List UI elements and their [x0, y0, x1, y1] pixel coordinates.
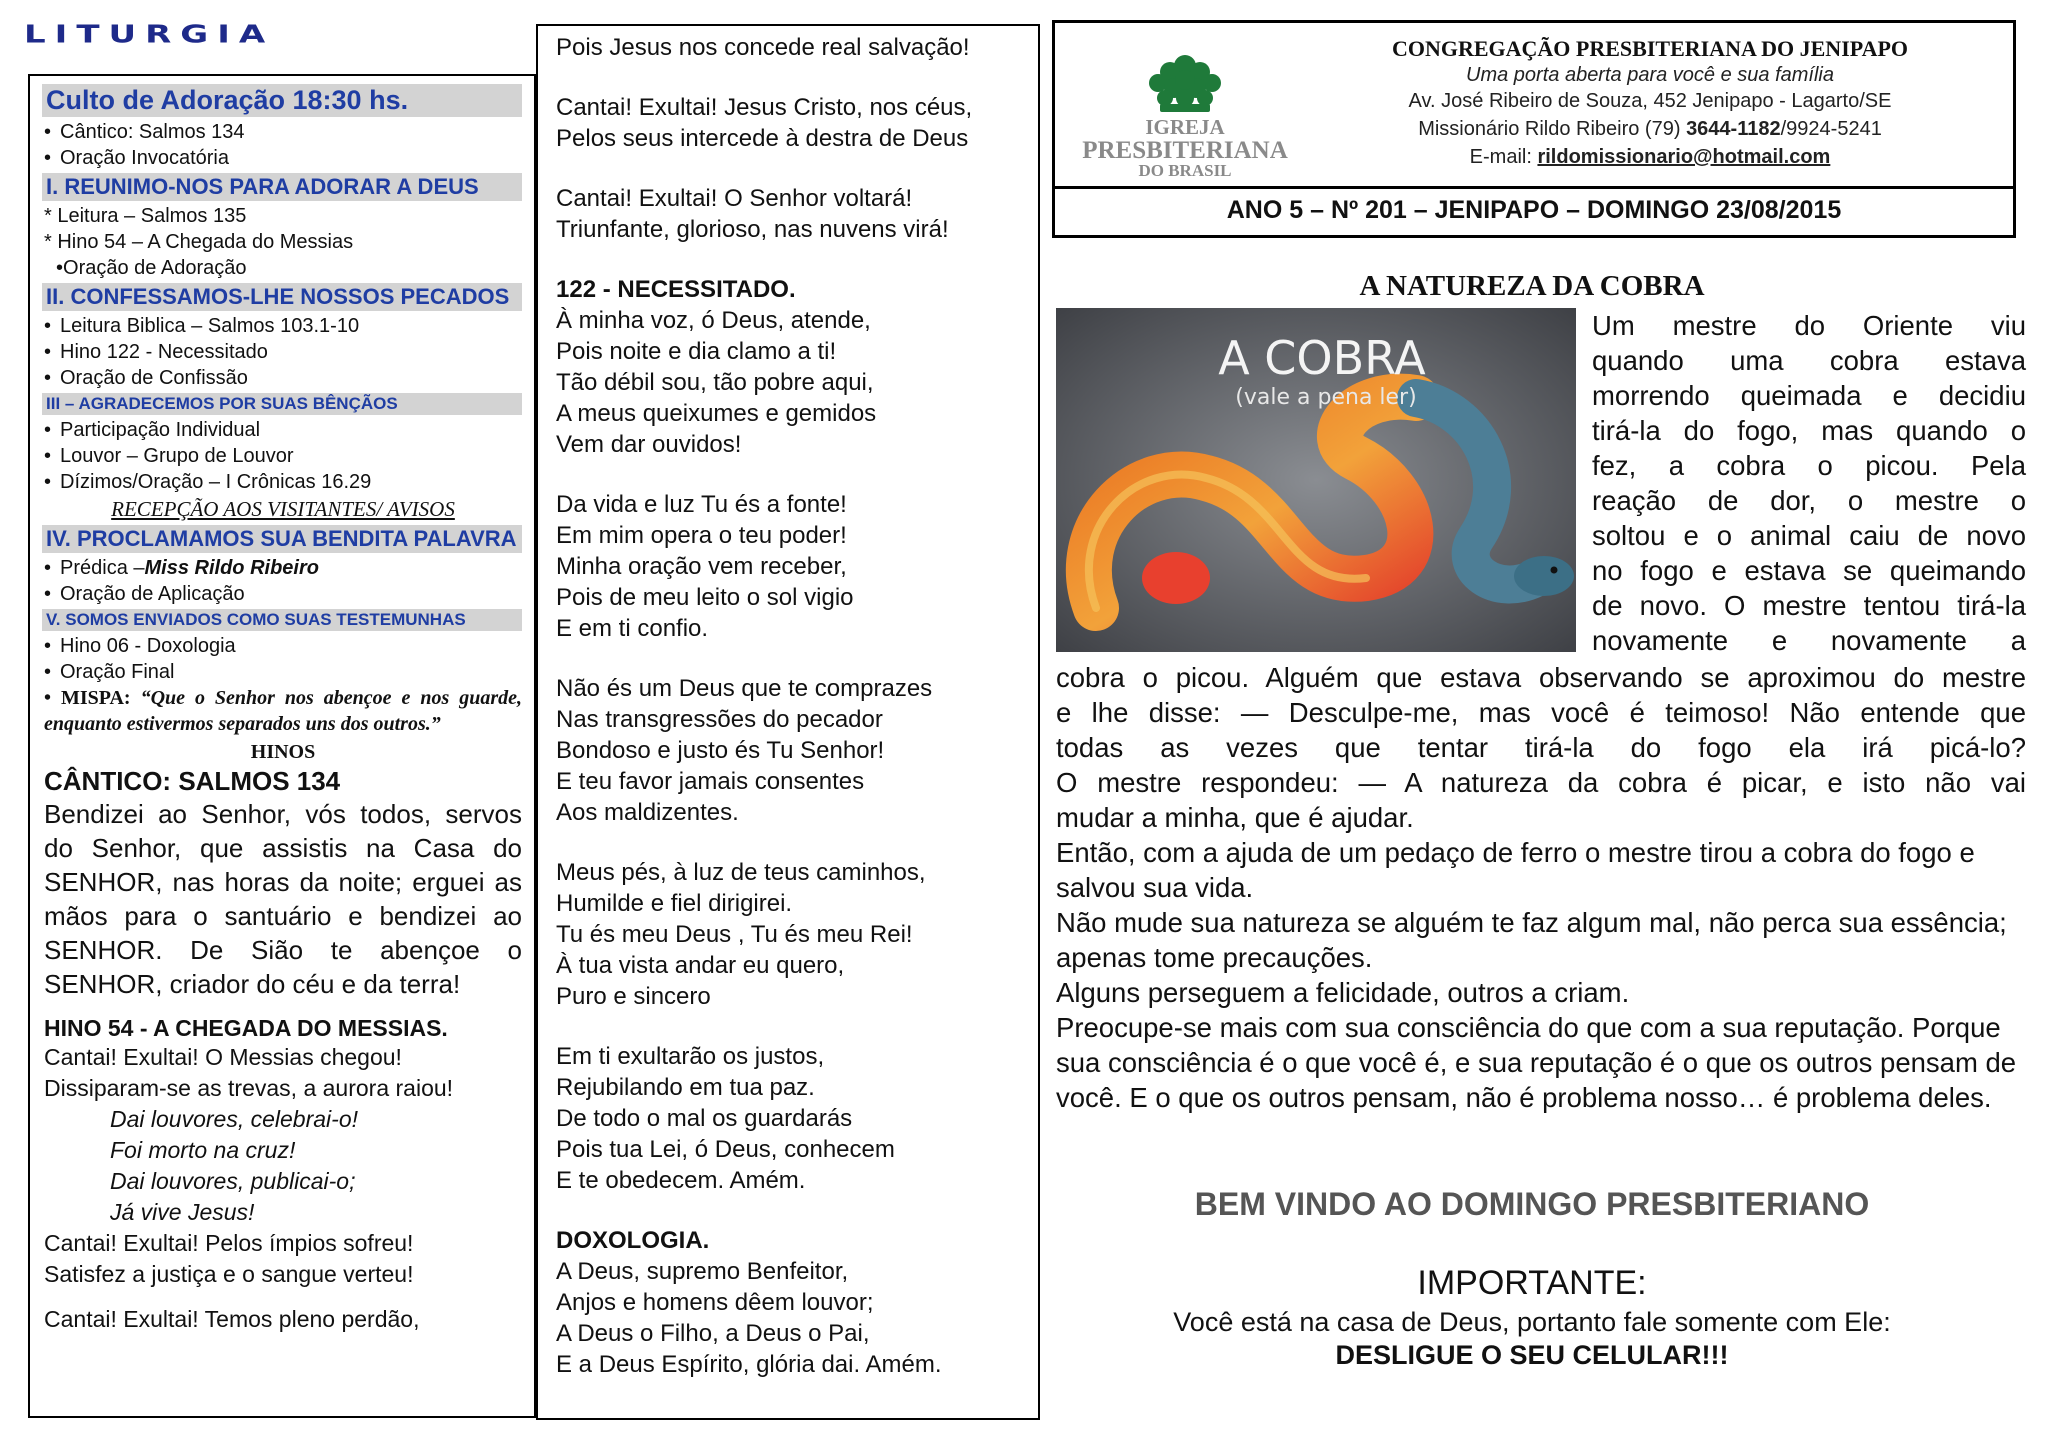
lyric-line: Já vive Jesus! [110, 1199, 255, 1225]
article-body: cobra o picou. Alguém que estava observando se aproximou do mestre e lhe disse: — Desculpe-me, mas você é teimoso! Não entende que todas as vezes que tentar tirá-la do fogo ela irá picá-lo? O mestre respondeu: — A natureza da cobra é picar, e isto não vai mudar a minha, que é ajudar. Então, com a ajuda de um pedaço de ferro o mestre tirou a cobra do fogo e salvou sua vida. Não mude sua natureza se alguém te faz algum mal, não perca sua essência; apenas tome precauções. Alguns perseguem a felicidade, outros a criam. Preocupe-se mais com sua consciência do que com a sua reputação. Porque sua consciência é o que você é, e sua reputação é o que os outros pensam de você. E o que os outros pensam, não é problema nosso… é problema deles. [1056, 662, 2026, 1113]
snake-image [1056, 308, 1576, 652]
lyric-line: Cantai! Exultai! O Senhor voltará! [556, 185, 913, 212]
lyric-line: Pois tua Lei, ó Deus, conhecem [556, 1136, 895, 1163]
lyric-line: Bondoso e justo és Tu Senhor! [556, 737, 885, 764]
lyric-line: Dai louvores, publicai-o; [110, 1168, 356, 1194]
svg-text:(vale a pena ler): (vale a pena ler) [1235, 385, 1417, 410]
hymn-122-title: 122 - NECESSITADO. [556, 276, 796, 303]
lyric-line: Pois noite e dia clamo a ti! [556, 338, 837, 365]
section-heading-1: I. REUNIMO-NOS PARA ADORAR A DEUS [42, 173, 522, 201]
svg-text:PRESBITERIANA: PRESBITERIANA [1082, 137, 1288, 164]
lyric-line: E a Deus Espírito, glória dai. Amém. [556, 1351, 942, 1378]
phone-notice-bold: DESLIGUE O SEU CELULAR!!! [1335, 1340, 1729, 1370]
lyric-line: Em mim opera o teu poder! [556, 522, 847, 549]
important-heading: IMPORTANTE: [1417, 1264, 1647, 1302]
lyric-line: Minha oração vem receber, [556, 553, 847, 580]
list-item: • Dízimos/Oração – I Crônicas 16.29 [44, 471, 372, 493]
liturgy-column [28, 74, 536, 1418]
list-item: • Hino 122 - Necessitado [44, 341, 268, 363]
article-intro: Um mestre do Oriente viu quando uma cobra estava morrendo queimada e decidiu tirá-la do fogo, mas quando o fez, a cobra o picou. Pela reação de dor, o mestre o soltou e o animal caiu de novo no fogo e estava se queimando de novo. O mestre tentou tirá-la novamente e novamente a [1592, 310, 2026, 656]
church-name: CONGREGAÇÃO PRESBITERIANA DO JENIPAPO [1391, 36, 1909, 61]
lyric-line: A meus queixumes e gemidos [556, 400, 877, 427]
lyric-line: Não és um Deus que te comprazes [556, 675, 933, 702]
lyric-line: Triunfante, glorioso, nas nuvens virá! [556, 216, 949, 243]
phone-notice: Você está na casa de Deus, portanto fale somente com Ele: DESLIGUE O SEU CELULAR!!! [1173, 1307, 1891, 1370]
article-title: A NATUREZA DA COBRA [1359, 270, 1705, 302]
article-paragraph: Preocupe-se mais com sua consciência do que com a sua reputação. Porque sua consciência é o que você é, e sua reputação é o que os outros pensam de você. E o que os outros pensam, não é problema nosso… é problema deles. [1056, 1012, 2017, 1113]
lyric-line: À minha voz, ó Deus, atende, [556, 307, 871, 334]
lyric-line: A Deus o Filho, a Deus o Pai, [556, 1320, 870, 1347]
list-item: • Oração de Confissão [44, 367, 248, 389]
list-item: • Oração Invocatória [44, 147, 229, 169]
lyric-line: E teu favor jamais consentes [556, 768, 865, 795]
church-phone: Missionário Rildo Ribeiro (79) 3644-1182/9924-5241 [1418, 118, 1882, 140]
lyric-line: Puro e sincero [556, 983, 711, 1010]
article-paragraph: Não mude sua natureza se alguém te faz algum mal, não perca sua essência; apenas tome precauções. [1056, 907, 2007, 973]
lyric-line: E em ti confio. [556, 615, 709, 642]
welcome-banner: BEM VINDO AO DOMINGO PRESBITERIANO [1194, 1186, 1870, 1222]
list-item: • Prédica –Miss Rildo Ribeiro [44, 557, 319, 579]
list-item: • Hino 06 - Doxologia [44, 635, 236, 657]
hymn-54-title: HINO 54 - A CHEGADA DO MESSIAS. [44, 1015, 448, 1041]
lyric-line: Tão débil sou, tão pobre aqui, [556, 369, 874, 396]
email-link[interactable]: rildomissionario@hotmail.com [1537, 146, 1831, 168]
list-item: * Hino 54 – A Chegada do Messias [44, 231, 354, 253]
lyric-line: Anjos e homens dêem louvor; [556, 1289, 874, 1316]
svg-text:A COBRA: A COBRA [1218, 331, 1426, 385]
lyric-line: Dissiparam-se as trevas, a aurora raiou! [44, 1075, 454, 1101]
section-heading-4: IV. PROCLAMAMOS SUA BENDITA PALAVRA [42, 525, 522, 553]
list-item: • Louvor – Grupo de Louvor [44, 445, 294, 467]
article-paragraph: Então, com a ajuda de um pedaço de ferro o mestre tirou a cobra do fogo e salvou sua vida. [1056, 837, 1975, 903]
lyric-line: Cantai! Exultai! Pelos ímpios sofreu! [44, 1230, 414, 1256]
doxology-title: DOXOLOGIA. [556, 1227, 710, 1254]
liturgy-heading: LITURGIA [24, 20, 275, 49]
lyric-line: Rejubilando em tua paz. [556, 1074, 815, 1101]
lyric-line: Pois Jesus nos concede real salvação! [556, 34, 970, 61]
service-title: Culto de Adoração 18:30 hs. [42, 84, 522, 117]
lyric-line: E te obedecem. Amém. [556, 1167, 806, 1194]
list-item: • Oração de Aplicação [44, 583, 245, 605]
svg-text:IGREJA: IGREJA [1145, 115, 1225, 139]
lyric-line: Foi morto na cruz! [110, 1137, 296, 1163]
list-item: • Participação Individual [44, 419, 261, 441]
lyric-line: Cantai! Exultai! Jesus Cristo, nos céus, [556, 94, 973, 121]
svg-text:DO BRASIL: DO BRASIL [1138, 161, 1232, 178]
church-motto: Uma porta aberta para você e sua família [1466, 64, 1834, 86]
lyric-line: A Deus, supremo Benfeitor, [556, 1258, 849, 1285]
lyric-line: Aos maldizentes. [556, 799, 739, 826]
lyric-line: Vem dar ouvidos! [556, 431, 742, 458]
church-email: E-mail: rildomissionario@hotmail.com [1469, 146, 1831, 168]
list-item: •Oração de Adoração [56, 257, 247, 279]
section-heading-5: V. SOMOS ENVIADOS COMO SUAS TESTEMUNHAS [42, 609, 522, 631]
lyric-line: Satisfez a justiça e o sangue verteu! [44, 1261, 414, 1287]
lyric-line: Nas transgressões do pecador [556, 706, 883, 733]
list-item: * Leitura – Salmos 135 [44, 205, 247, 227]
section-heading-2: II. CONFESSAMOS-LHE NOSSOS PECADOS [42, 283, 522, 311]
section-heading-3: III – AGRADECEMOS POR SUAS BÊNÇÃOS [42, 393, 522, 415]
church-address: Av. José Ribeiro de Souza, 452 Jenipapo - Lagarto/SE [1408, 90, 1892, 112]
mispa-blessing: • MISPA: “Que o Senhor nos abençoe e nos guarde, enquanto estivermos separados uns dos outros.” [44, 687, 522, 735]
reception-note: RECEPÇÃO AOS VISITANTES/ AVISOS [111, 497, 455, 521]
masthead-divider [1052, 186, 2016, 189]
lyric-line: Pois de meu leito o sol vigio [556, 584, 854, 611]
hymns-heading: HINOS [250, 741, 316, 763]
preacher-name: Miss Rildo Ribeiro [144, 557, 319, 579]
lyric-line: De todo o mal os guardarás [556, 1105, 853, 1132]
lyric-line: Cantai! Exultai! Temos pleno perdão, [44, 1306, 420, 1332]
lyric-line: Dai louvores, celebrai-o! [110, 1106, 359, 1132]
lyric-line: Cantai! Exultai! O Messias chegou! [44, 1044, 402, 1070]
list-item: • Cântico: Salmos 134 [44, 121, 245, 143]
church-logo [1070, 38, 1300, 178]
lyric-line: À tua vista andar eu quero, [556, 952, 845, 979]
edition-line: ANO 5 – Nº 201 – JENIPAPO – DOMINGO 23/08/2015 [1226, 196, 1842, 224]
list-item: • Leitura Biblica – Salmos 103.1-10 [44, 315, 360, 337]
lyric-line: Tu és meu Deus , Tu és meu Rei! [556, 921, 913, 948]
lyric-line: Da vida e luz Tu és a fonte! [556, 491, 847, 518]
cantico-text: Bendizei ao Senhor, vós todos, servos do Senhor, que assistis na Casa do SENHOR, nas horas da noite; erguei as mãos para o santuário e bendizei ao SENHOR. De Sião te abençoe o SENHOR, criador do céu e da terra! [44, 799, 522, 999]
cantico-title: CÂNTICO: SALMOS 134 [44, 766, 341, 796]
lyric-line: Em ti exultarão os justos, [556, 1043, 825, 1070]
lyric-line: Meus pés, à luz de teus caminhos, [556, 859, 926, 886]
lyric-line: Pelos seus intercede à destra de Deus [556, 125, 969, 152]
hymns-column [536, 24, 1040, 1420]
list-item: • Oração Final [44, 661, 175, 683]
article-paragraph: Alguns perseguem a felicidade, outros a criam. [1056, 977, 1630, 1008]
lyric-line: Humilde e fiel dirigirei. [556, 890, 793, 917]
